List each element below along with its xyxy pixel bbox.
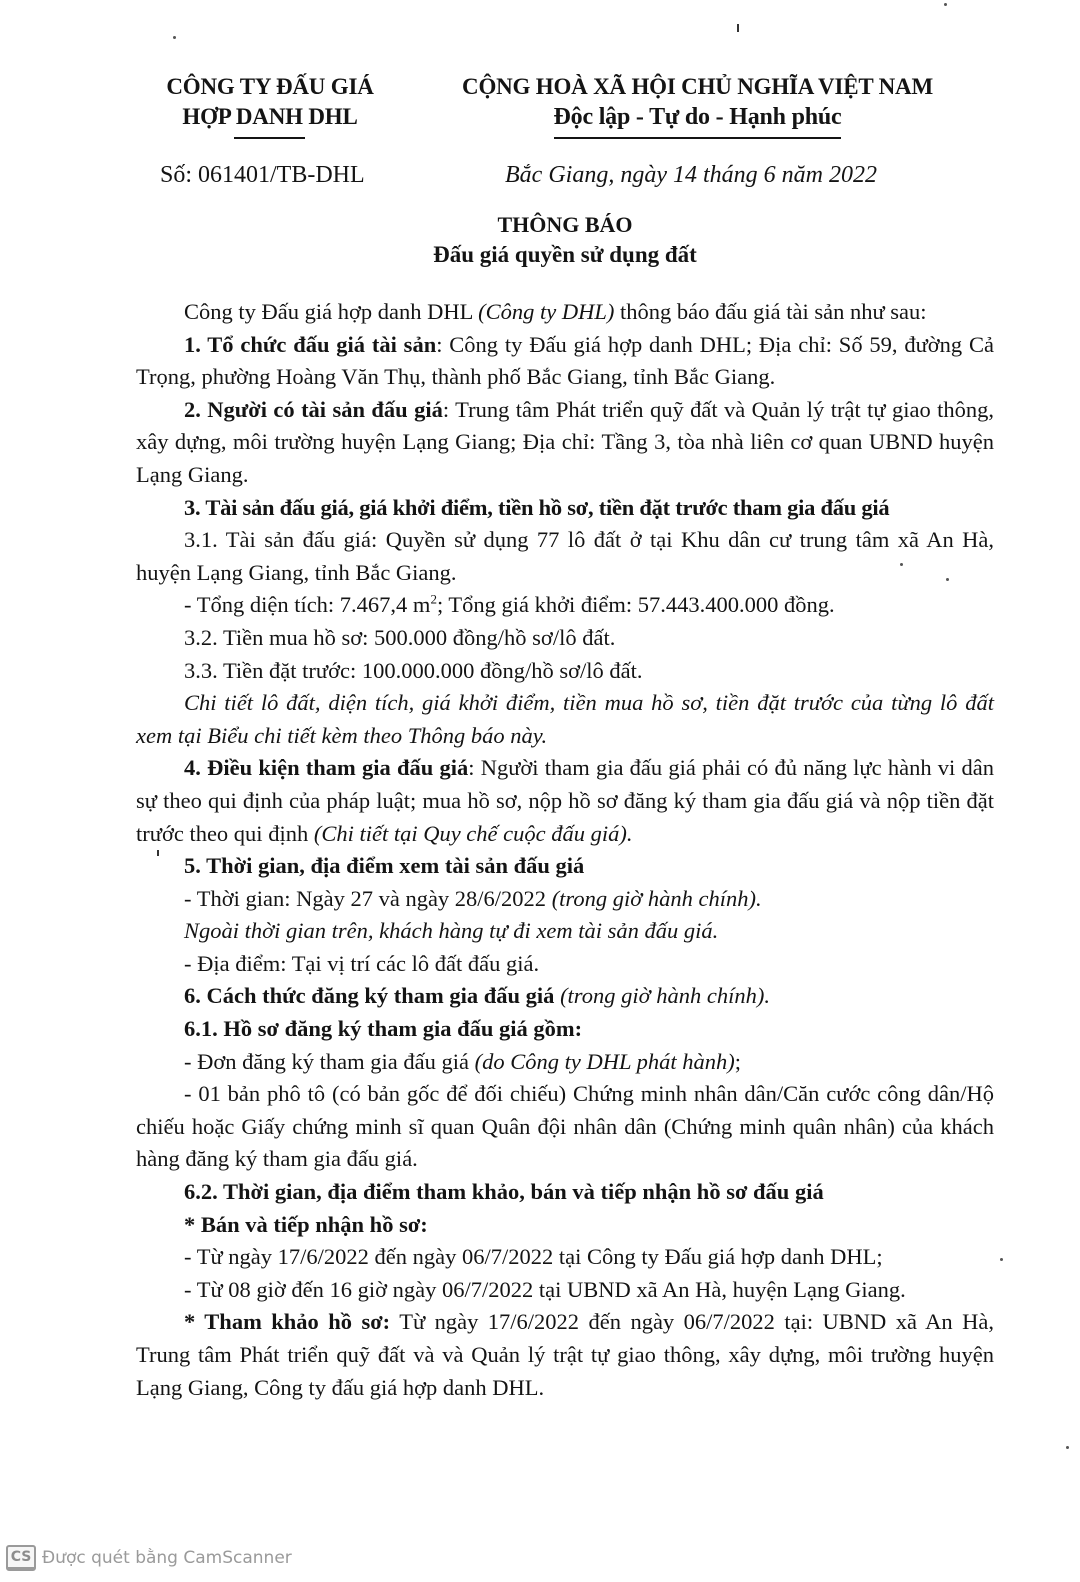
document-subtitle: Đấu giá quyền sử dụng đất — [433, 242, 697, 267]
section-6-heading-note: (trong giờ hành chính). — [560, 983, 770, 1009]
place-and-date: Bắc Giang, ngày 14 tháng 6 năm 2022 — [505, 162, 877, 188]
section-1 — [136, 329, 994, 394]
section-1-text: : Công ty Đấu giá hợp danh DHL; Địa chỉ: Số 59, đường Cả Trọng, phường Hoàng Văn Thụ, thành phố Bắc Giang, tỉnh Bắc Giang. — [136, 331, 995, 390]
organization-name-underlined: DANH — [236, 102, 303, 132]
intro-paragraph — [136, 296, 994, 329]
organization-header — [140, 72, 400, 132]
national-motto: Độc lập - Tự do - Hạnh phúc — [553, 104, 842, 130]
total-area-text: - Tổng diện tích: 7.467,4 m — [184, 592, 431, 618]
document-number: Số: 061401/TB-DHL — [160, 162, 365, 188]
section-6-heading-text: 6. Cách thức đăng ký tham gia đấu giá — [184, 983, 561, 1009]
section-3-note-text: Chi tiết lô đất, diện tích, giá khởi điểm, tiền mua hồ sơ, tiền đặt trước của từng lô đất xem tại Biểu chi tiết kèm theo Thông báo này. — [136, 690, 994, 748]
section-6-1-heading-text: 6.1. Hồ sơ đăng ký tham gia đấu giá gồm: — [184, 1016, 583, 1042]
section-6-2-item-2: - Từ 08 giờ đến 16 giờ ngày 06/7/2022 tại UBND xã An Hà, huyện Lạng Giang. — [184, 1276, 906, 1302]
section-6-1-heading — [136, 1013, 994, 1046]
viewing-time-note: (trong giờ hành chính). — [551, 885, 762, 911]
reference-documents-text: Từ ngày 17/6/2022 đến ngày 06/7/2022 tại: UBND xã An Hà, Trung tâm Phát triển quỹ đất và và Quản lý trật tự giao thông, xây dựng, môi trường huyện Lạng Giang, Công ty đấu giá hợp danh DHL. — [136, 1309, 994, 1400]
document-title-block — [0, 210, 1080, 270]
section-5-place: - Địa điểm: Tại vị trí các lô đất đấu giá. — [184, 950, 540, 976]
scan-artifact — [1000, 1258, 1003, 1261]
section-3-3: 3.3. Tiền đặt trước: 100.000.000 đồng/hồ sơ/lô đất. — [184, 657, 643, 683]
document-title: THÔNG BÁO — [497, 212, 633, 237]
organization-name-prefix: HỢP — [182, 104, 236, 129]
section-6-2-heading-text: 6.2. Thời gian, địa điểm tham khảo, bán và tiếp nhận hồ sơ đấu giá — [184, 1179, 824, 1205]
application-form-text: - Đơn đăng ký tham gia đấu giá — [184, 1048, 475, 1074]
section-3-2: 3.2. Tiền mua hồ sơ: 500.000 đồng/hồ sơ/lô đất. — [184, 624, 616, 650]
total-starting-price-text: ; Tổng giá khởi điểm: 57.443.400.000 đồng. — [436, 592, 835, 618]
organization-name-line2 — [140, 102, 400, 132]
camscanner-logo-icon: CS — [6, 1545, 36, 1571]
section-6-1-item-2: - 01 bản phô tô (có bản gốc để đối chiếu) Chứng minh nhân dân/Căn cước công dân/Hộ chiếu hoặc Giấy chứng minh sĩ quan Quân đội nhân dân (Chứng minh quân nhân) của khách hàng đăng ký tham gia đấu giá. — [136, 1081, 994, 1172]
scan-artifact — [944, 3, 947, 6]
section-3-total-area — [136, 589, 994, 622]
area-unit-superscript: 2 — [430, 591, 437, 607]
section-6-2-sub-1 — [136, 1209, 994, 1242]
section-2 — [136, 394, 994, 492]
nation-name: CỘNG HOÀ XÃ HỘI CHỦ NGHĨA VIỆT NAM — [462, 74, 933, 99]
section-5-heading — [136, 850, 994, 883]
section-6-2-sub-2 — [136, 1306, 994, 1404]
section-2-label: 2. Người có tài sản đấu giá — [184, 396, 443, 422]
organization-name-line1: CÔNG TY ĐẤU GIÁ — [166, 74, 374, 99]
section-6-heading — [136, 980, 994, 1013]
application-form-note: (do Công ty DHL phát hành) — [474, 1048, 735, 1074]
section-3-note — [136, 687, 994, 752]
intro-text-end: thông báo đấu giá tài sản như sau: — [614, 299, 927, 324]
section-5-heading-text: 5. Thời gian, địa điểm xem tài sản đấu giá — [184, 853, 585, 879]
camscanner-watermark — [6, 1545, 292, 1571]
section-5-note-text: Ngoài thời gian trên, khách hàng tự đi xem tài sản đấu giá. — [184, 918, 719, 944]
section-4-label: 4. Điều kiện tham gia đấu giá — [184, 755, 469, 781]
viewing-time-text: - Thời gian: Ngày 27 và ngày 28/6/2022 — [184, 885, 552, 911]
section-5-time — [136, 883, 994, 916]
section-5-note — [136, 915, 994, 948]
section-6-2-heading — [136, 1176, 994, 1209]
section-4 — [136, 752, 994, 850]
document-body — [136, 296, 994, 1404]
section-6-1-item-1 — [136, 1046, 994, 1079]
section-3-heading-text: 3. Tài sản đấu giá, giá khởi điểm, tiền hồ sơ, tiền đặt trước tham gia đấu giá — [184, 494, 890, 520]
scan-artifact — [173, 36, 176, 39]
section-4-text: : Người tham gia đấu giá phải có đủ năng lực hành vi dân sự theo qui định của pháp luật; mua hồ sơ, nộp hồ sơ đăng ký tham gia đấu giá và nộp tiền đặt trước theo qui định — [136, 755, 994, 846]
intro-abbrev: (Công ty DHL) — [478, 299, 615, 324]
reference-documents-label: * Tham khảo hồ sơ: — [184, 1309, 391, 1335]
intro-text: Công ty Đấu giá hợp danh DHL — [184, 299, 479, 324]
scan-artifact — [737, 24, 739, 32]
national-header — [420, 72, 975, 132]
scan-artifact — [1066, 1446, 1069, 1449]
camscanner-watermark-text: Được quét bằng CamScanner — [42, 1548, 292, 1568]
section-3-1: 3.1. Tài sản đấu giá: Quyền sử dụng 77 lô đất ở tại Khu dân cư trung tâm xã An Hà, huyện Lạng Giang, tỉnh Bắc Giang. — [136, 527, 994, 585]
punctuation: ; — [734, 1048, 742, 1074]
section-3-heading — [136, 492, 994, 525]
section-2-text: : Trung tâm Phát triển quỹ đất và Quản lý trật tự giao thông, xây dựng, môi trường huyện Lạng Giang; Địa chỉ: Tầng 3, tòa nhà liên cơ quan UBND huyện Lạng Giang. — [136, 396, 995, 487]
section-1-label: 1. Tổ chức đấu giá tài sản — [184, 331, 437, 357]
organization-name-suffix: DHL — [302, 104, 358, 129]
section-4-reference: (Chi tiết tại Quy chế cuộc đấu giá). — [313, 820, 633, 846]
sale-and-receipt-heading: * Bán và tiếp nhận hồ sơ: — [184, 1211, 428, 1237]
section-6-2-item-1: - Từ ngày 17/6/2022 đến ngày 06/7/2022 tại Công ty Đấu giá hợp danh DHL; — [184, 1244, 883, 1270]
